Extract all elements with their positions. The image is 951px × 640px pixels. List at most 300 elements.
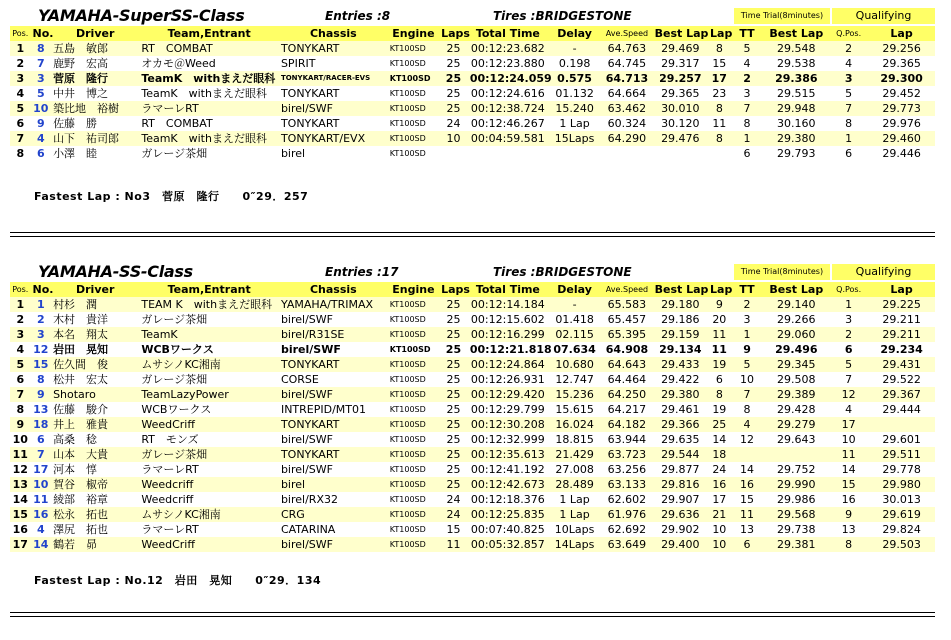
cell-engine: KT100SD: [388, 116, 439, 131]
table-row: [10, 56, 935, 71]
table-row: [10, 507, 935, 522]
cell-best-lap-no: 17: [708, 71, 731, 86]
cell-q-lap: 29.778: [868, 462, 935, 477]
cell-engine: KT100SD: [388, 357, 439, 372]
cell-chassis: CRG: [279, 507, 388, 522]
cell-number: 3: [31, 327, 52, 342]
cell-q-lap: 30.013: [868, 492, 935, 507]
table-row: [10, 327, 935, 342]
cell-laps: 25: [439, 447, 468, 462]
cell-tt-pos: [731, 447, 764, 462]
cell-best-lap-no: 25: [708, 417, 731, 432]
cell-q-lap: 29.225: [868, 297, 935, 312]
cell-delay: 0.198: [548, 56, 601, 71]
cell-best-lap-no: 9: [708, 297, 731, 312]
cell-driver: 山本 大貴: [51, 447, 139, 462]
cell-chassis: INTREPID/MT01: [279, 402, 388, 417]
cell-laps: 24: [439, 492, 468, 507]
cell-team: RT COMBAT: [139, 116, 279, 131]
table-row: [10, 71, 935, 86]
cell-q-pos: 4: [829, 402, 868, 417]
cell-team: Weedcriff: [139, 477, 279, 492]
cell-tt-best-lap: 29.496: [763, 342, 829, 357]
cell-chassis: birel/SWF: [279, 387, 388, 402]
table-row: [10, 462, 935, 477]
cell-ave-speed: 63.133: [601, 477, 652, 492]
cell-ave-speed: 63.256: [601, 462, 652, 477]
cell-tt-pos: 6: [731, 146, 764, 161]
cell-pos: 1: [10, 297, 31, 312]
cell-q-pos: 12: [829, 387, 868, 402]
cell-total-time: 00:12:32.999: [468, 432, 548, 447]
cell-total-time: 00:07:40.825: [468, 522, 548, 537]
cell-q-lap: 29.773: [868, 101, 935, 116]
cell-chassis: TONYKART/EVX: [279, 131, 388, 146]
cell-engine: KT100SD: [388, 447, 439, 462]
cell-ave-speed: 63.462: [601, 101, 652, 116]
cell-engine: KT100SD: [388, 417, 439, 432]
cell-pos: 10: [10, 432, 31, 447]
cell-tt-best-lap: 30.160: [763, 116, 829, 131]
column-header-best: Best Lap: [654, 27, 709, 40]
cell-q-lap: 29.211: [868, 312, 935, 327]
column-header-no: No.: [32, 283, 54, 296]
cell-engine: KT100SD: [388, 507, 439, 522]
cell-chassis: YAMAHA/TRIMAX: [279, 297, 388, 312]
cell-tt-best-lap: 29.428: [763, 402, 829, 417]
cell-q-lap: 29.211: [868, 327, 935, 342]
cell-laps: 25: [439, 56, 468, 71]
cell-q-lap: 29.619: [868, 507, 935, 522]
cell-team: ラマーレRT: [139, 522, 279, 537]
column-header-speed: Ave.Speed: [601, 282, 652, 297]
cell-engine: KT100SD: [388, 492, 439, 507]
cell-delay: 1 Lap: [548, 492, 601, 507]
time-trial-header: Time Trial(8minutes): [734, 8, 830, 24]
cell-pos: 2: [10, 56, 31, 71]
cell-team: ムサシノKC湘南: [139, 357, 279, 372]
cell-best-lap: 29.902: [653, 522, 708, 537]
time-trial-header: Time Trial(8minutes): [734, 264, 830, 280]
cell-engine: KT100SD: [388, 402, 439, 417]
cell-driver: 佐藤 駿介: [51, 402, 139, 417]
column-header-tt-best: Best Lap: [763, 26, 829, 41]
cell-q-pos: 4: [829, 56, 868, 71]
cell-laps: 15: [439, 522, 468, 537]
column-header-total: Total Time: [468, 26, 548, 41]
cell-q-lap: 29.431: [868, 357, 935, 372]
cell-q-lap: 29.452: [868, 86, 935, 101]
cell-delay: [548, 146, 601, 161]
cell-pos: 4: [10, 86, 31, 101]
cell-engine: KT100SD: [388, 146, 439, 161]
entries-count: Entries :8: [325, 9, 391, 23]
cell-q-pos: 5: [829, 357, 868, 372]
class-name: YAMAHA-SS-Class: [38, 262, 193, 281]
cell-tt-best-lap: 29.793: [763, 146, 829, 161]
cell-tt-pos: 5: [731, 41, 764, 56]
results-section-ss: [10, 262, 935, 587]
cell-laps: 25: [439, 86, 468, 101]
tires-brand: Tires :BRIDGESTONE: [493, 265, 632, 279]
cell-driver: 賀谷 椒帝: [51, 477, 139, 492]
cell-delay: 15.615: [548, 402, 601, 417]
cell-team: TeamK: [139, 327, 279, 342]
cell-tt-pos: 11: [731, 507, 764, 522]
cell-total-time: 00:12:25.835: [468, 507, 548, 522]
cell-chassis: birel/SWF: [279, 432, 388, 447]
cell-driver: 松井 宏太: [51, 372, 139, 387]
cell-q-pos: 9: [829, 507, 868, 522]
cell-pos: 2: [10, 312, 31, 327]
cell-number: 3: [31, 71, 52, 86]
cell-chassis: birel: [279, 477, 388, 492]
cell-delay: 10Laps: [548, 522, 601, 537]
cell-best-lap: 29.400: [653, 537, 708, 552]
cell-number: 12: [31, 342, 52, 357]
cell-ave-speed: 63.649: [601, 537, 652, 552]
cell-delay: 15.236: [548, 387, 601, 402]
cell-tt-best-lap: 29.986: [763, 492, 829, 507]
cell-best-lap: 29.422: [653, 372, 708, 387]
column-header-pos: Pos.: [10, 282, 31, 297]
cell-laps: 11: [439, 537, 468, 552]
cell-best-lap-no: 11: [708, 342, 731, 357]
cell-q-pos: 15: [829, 477, 868, 492]
cell-team: RT COMBAT: [139, 41, 279, 56]
cell-tt-best-lap: 29.279: [763, 417, 829, 432]
column-header-speed: Ave.Speed: [601, 26, 652, 41]
cell-chassis: TONYKART: [279, 41, 388, 56]
cell-tt-best-lap: 29.060: [763, 327, 829, 342]
column-header-tt-best: Best Lap: [763, 282, 829, 297]
cell-delay: 01.418: [548, 312, 601, 327]
cell-best-lap: 29.461: [653, 402, 708, 417]
cell-total-time: 00:12:24.059: [469, 72, 552, 85]
cell-best-lap: 29.365: [653, 86, 708, 101]
table-row: [10, 492, 935, 507]
column-header-lap: Lap: [710, 283, 733, 296]
cell-delay: 28.489: [548, 477, 601, 492]
cell-q-pos: 10: [829, 432, 868, 447]
cell-best-lap-no: 8: [708, 41, 731, 56]
cell-driver: 鶴若 昴: [51, 537, 139, 552]
cell-q-lap: 29.522: [868, 372, 935, 387]
cell-chassis: TONYKART: [279, 116, 388, 131]
cell-delay: 1 Lap: [548, 507, 601, 522]
table-row: [10, 297, 935, 312]
cell-best-lap-no: 8: [708, 101, 731, 116]
cell-team: TEAM K withまえだ眼科: [139, 297, 279, 312]
cell-laps: 25: [439, 477, 468, 492]
cell-tt-best-lap: 29.381: [763, 537, 829, 552]
results-section-superss: [10, 6, 935, 203]
section-divider: [10, 612, 935, 617]
cell-ave-speed: 64.908: [601, 342, 652, 357]
cell-driver: 河本 惇: [51, 462, 139, 477]
cell-tt-best-lap: 29.386: [763, 71, 829, 86]
cell-delay: 1 Lap: [548, 116, 601, 131]
cell-number: 9: [31, 116, 52, 131]
cell-laps: 24: [439, 507, 468, 522]
column-header-lap: Lap: [710, 27, 733, 40]
column-header-laps: Laps: [441, 27, 470, 40]
cell-number: 6: [31, 432, 52, 447]
cell-tt-best-lap: [763, 447, 829, 462]
cell-engine: KT100SD: [388, 131, 439, 146]
cell-pos: 14: [10, 492, 31, 507]
cell-laps: 25: [439, 432, 468, 447]
cell-driver: 佐藤 勝: [51, 116, 139, 131]
cell-driver: Shotaro: [51, 387, 139, 402]
cell-tt-best-lap: 29.345: [763, 357, 829, 372]
cell-tt-pos: 7: [731, 101, 764, 116]
cell-pos: 15: [10, 507, 31, 522]
cell-total-time: 00:12:38.724: [468, 101, 548, 116]
cell-driver: 高桑 稔: [51, 432, 139, 447]
section-title-row: [10, 262, 935, 282]
cell-best-lap-no: 14: [708, 432, 731, 447]
cell-pos: 9: [10, 417, 31, 432]
cell-laps: 25: [439, 372, 468, 387]
cell-number: 1: [31, 297, 52, 312]
cell-tt-pos: 16: [731, 477, 764, 492]
cell-best-lap-no: 19: [708, 402, 731, 417]
cell-total-time: 00:12:26.931: [468, 372, 548, 387]
cell-best-lap-no: 8: [708, 131, 731, 146]
cell-tt-pos: 8: [731, 116, 764, 131]
cell-best-lap: 29.380: [653, 387, 708, 402]
cell-q-pos: 6: [829, 342, 868, 357]
cell-pos: 17: [10, 537, 31, 552]
cell-tt-best-lap: 29.508: [763, 372, 829, 387]
cell-best-lap: 29.635: [653, 432, 708, 447]
cell-tt-pos: 8: [731, 402, 764, 417]
cell-ave-speed: [601, 146, 652, 161]
cell-number: 17: [31, 462, 52, 477]
cell-total-time: 00:12:41.192: [468, 462, 548, 477]
table-row: [10, 537, 935, 552]
cell-best-lap: 29.877: [653, 462, 708, 477]
cell-engine: KT100SD: [388, 387, 439, 402]
table-row: [10, 387, 935, 402]
cell-chassis: birel/RX32: [279, 492, 388, 507]
cell-team: ムサシノKC湘南: [139, 507, 279, 522]
cell-delay: 27.008: [548, 462, 601, 477]
cell-pos: 6: [10, 116, 31, 131]
cell-number: 9: [31, 387, 52, 402]
table-row: [10, 372, 935, 387]
cell-laps: 10: [439, 131, 468, 146]
cell-tt-pos: 5: [731, 357, 764, 372]
cell-number: 8: [31, 41, 52, 56]
cell-driver: 築比地 裕樹: [51, 101, 139, 116]
cell-best-lap-no: 15: [708, 56, 731, 71]
cell-q-pos: 1: [829, 297, 868, 312]
cell-team: TeamK withまえだ眼科: [139, 71, 279, 86]
column-header-no: No.: [32, 27, 54, 40]
cell-delay: 16.024: [548, 417, 601, 432]
cell-q-pos: 13: [829, 522, 868, 537]
cell-total-time: 00:12:16.299: [468, 327, 548, 342]
cell-total-time: 00:12:24.864: [468, 357, 548, 372]
cell-total-time: 00:12:14.184: [468, 297, 548, 312]
cell-tt-best-lap: 29.752: [763, 462, 829, 477]
cell-q-pos: 7: [829, 101, 868, 116]
cell-total-time: 00:12:46.267: [468, 116, 548, 131]
cell-laps: 25: [439, 297, 468, 312]
cell-ave-speed: 60.324: [601, 116, 652, 131]
cell-team: TeamLazyPower: [139, 387, 279, 402]
cell-tt-best-lap: 29.140: [763, 297, 829, 312]
cell-ave-speed: 63.944: [601, 432, 652, 447]
results-table: [10, 26, 935, 161]
cell-total-time: 00:05:32.857: [468, 537, 548, 552]
cell-team: ラマーレRT: [139, 101, 279, 116]
cell-ave-speed: 61.976: [601, 507, 652, 522]
column-header-driver: Driver: [51, 282, 139, 297]
cell-pos: 16: [10, 522, 31, 537]
cell-q-lap: 29.601: [868, 432, 935, 447]
cell-laps: [439, 146, 468, 161]
column-header-tt: TT: [731, 26, 764, 41]
cell-tt-best-lap: 29.380: [763, 131, 829, 146]
column-header-team: Team,Entrant: [139, 282, 279, 297]
cell-q-lap: 29.976: [868, 116, 935, 131]
cell-tt-best-lap: 29.389: [763, 387, 829, 402]
cell-best-lap: 29.180: [653, 297, 708, 312]
cell-team: ガレージ茶畑: [139, 146, 279, 161]
table-row: [10, 522, 935, 537]
cell-pos: 13: [10, 477, 31, 492]
cell-tt-pos: 15: [731, 492, 764, 507]
table-row: [10, 432, 935, 447]
cell-best-lap-no: [708, 146, 731, 161]
cell-total-time: [468, 146, 548, 161]
cell-delay: -: [548, 41, 601, 56]
cell-ave-speed: 64.763: [601, 41, 652, 56]
cell-pos: 5: [10, 101, 31, 116]
cell-ave-speed: 62.602: [601, 492, 652, 507]
cell-best-lap: 29.816: [653, 477, 708, 492]
tires-brand: Tires :BRIDGESTONE: [493, 9, 632, 23]
cell-delay: 18.815: [548, 432, 601, 447]
cell-engine: KT100SD: [388, 297, 439, 312]
cell-number: 10: [31, 101, 52, 116]
cell-q-pos: 11: [829, 447, 868, 462]
cell-team: RT モンズ: [139, 432, 279, 447]
cell-number: 7: [31, 447, 52, 462]
cell-ave-speed: 64.217: [601, 402, 652, 417]
cell-engine: KT100SD: [388, 477, 439, 492]
column-header-tt: TT: [731, 282, 764, 297]
cell-engine: KT100SD: [388, 372, 439, 387]
cell-team: ラマーレRT: [139, 462, 279, 477]
cell-ave-speed: 64.713: [601, 71, 652, 86]
column-header-engine: Engine: [388, 26, 439, 41]
cell-engine: KT100SD: [388, 312, 439, 327]
cell-q-pos: 1: [829, 131, 868, 146]
cell-pos: 3: [10, 71, 31, 86]
cell-q-pos: 2: [829, 327, 868, 342]
cell-chassis: birel: [279, 146, 388, 161]
cell-q-lap: 29.503: [868, 537, 935, 552]
table-header-row: [10, 282, 935, 297]
cell-tt-pos: 13: [731, 522, 764, 537]
cell-driver: 菅原 隆行: [51, 71, 139, 86]
cell-chassis: CORSE: [279, 372, 388, 387]
cell-best-lap: 29.636: [653, 507, 708, 522]
fastest-lap: Fastest Lap : No.12 岩田 晃知 0″29．134: [34, 574, 322, 587]
class-name: YAMAHA-SuperSS-Class: [38, 6, 245, 25]
section-divider: [10, 232, 935, 237]
cell-number: 11: [31, 492, 52, 507]
table-row: [10, 357, 935, 372]
cell-driver: 澤尻 拓也: [51, 522, 139, 537]
cell-q-pos: 5: [829, 86, 868, 101]
cell-best-lap-no: 16: [708, 477, 731, 492]
cell-driver: 綾部 裕章: [51, 492, 139, 507]
cell-q-lap: [868, 417, 935, 432]
column-header-delay: Delay: [548, 26, 601, 41]
cell-team: TeamK withまえだ眼科: [139, 131, 279, 146]
column-header-team: Team,Entrant: [139, 26, 279, 41]
cell-number: 8: [31, 372, 52, 387]
cell-chassis: TONYKART: [279, 357, 388, 372]
cell-delay: 12.747: [548, 372, 601, 387]
cell-chassis: birel/SWF: [279, 312, 388, 327]
cell-best-lap-no: 24: [708, 462, 731, 477]
cell-tt-best-lap: 29.643: [763, 432, 829, 447]
cell-best-lap: 29.366: [653, 417, 708, 432]
cell-total-time: 00:12:15.602: [468, 312, 548, 327]
cell-laps: 25: [439, 312, 468, 327]
cell-team: WCBワークス: [139, 342, 279, 357]
cell-best-lap-no: 17: [708, 492, 731, 507]
cell-pos: 12: [10, 462, 31, 477]
cell-best-lap: 30.010: [653, 101, 708, 116]
cell-driver: 本名 翔太: [51, 327, 139, 342]
cell-pos: 7: [10, 131, 31, 146]
cell-driver: 鹿野 宏高: [51, 56, 139, 71]
cell-pos: 8: [10, 146, 31, 161]
cell-delay: 0.575: [548, 71, 601, 86]
qualifying-header: Qualifying: [832, 264, 935, 280]
cell-best-lap: 29.186: [653, 312, 708, 327]
column-header-delay: Delay: [548, 282, 601, 297]
cell-q-pos: 3: [829, 312, 868, 327]
cell-team: ガレージ茶畑: [139, 447, 279, 462]
cell-pos: 1: [10, 41, 31, 56]
cell-tt-best-lap: 29.538: [763, 56, 829, 71]
cell-number: 6: [31, 146, 52, 161]
cell-best-lap-no: 10: [708, 537, 731, 552]
cell-tt-pos: 3: [731, 312, 764, 327]
cell-q-pos: 8: [829, 537, 868, 552]
cell-number: 5: [31, 86, 52, 101]
cell-driver: 井上 雅貴: [51, 417, 139, 432]
cell-driver: 松永 拓也: [51, 507, 139, 522]
cell-tt-pos: 4: [731, 417, 764, 432]
cell-delay: 01.132: [548, 86, 601, 101]
cell-ave-speed: 64.250: [601, 387, 652, 402]
cell-team: WCBワークス: [139, 402, 279, 417]
cell-total-time: 00:12:30.208: [468, 417, 548, 432]
cell-chassis: birel/SWF: [279, 537, 388, 552]
cell-engine: KT100SD: [388, 342, 439, 357]
cell-best-lap: 30.120: [653, 116, 708, 131]
cell-best-lap-no: 6: [708, 372, 731, 387]
